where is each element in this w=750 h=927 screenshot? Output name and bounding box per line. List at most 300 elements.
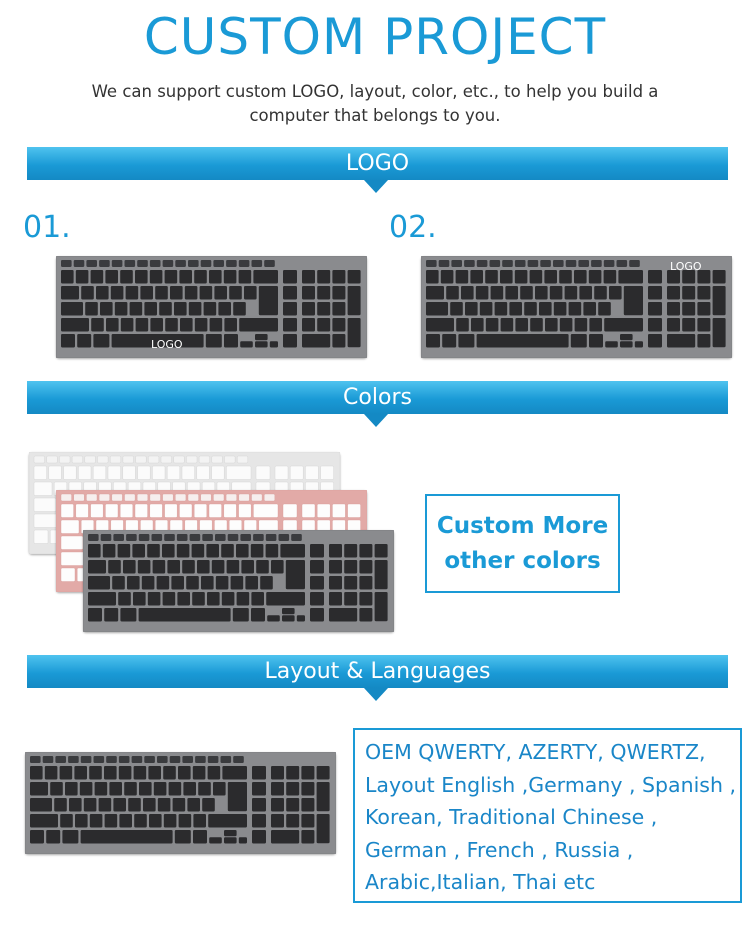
key: [310, 592, 324, 606]
key: [185, 286, 198, 300]
key: [163, 494, 174, 501]
key: [30, 782, 48, 796]
key: [241, 560, 254, 574]
key: [270, 341, 278, 347]
keyboard-layout: [25, 752, 336, 854]
key: [91, 504, 104, 518]
key: [165, 318, 178, 332]
key: [124, 782, 137, 796]
key: [123, 456, 134, 463]
key: [224, 830, 237, 836]
key: [239, 260, 250, 267]
key: [530, 270, 543, 284]
key: [226, 494, 237, 501]
key: [442, 334, 456, 348]
key: [93, 334, 109, 348]
key: [85, 456, 96, 463]
key: [252, 798, 266, 812]
key: [604, 318, 643, 332]
key: [495, 302, 508, 316]
key: [104, 766, 117, 780]
key: [133, 592, 146, 606]
key: [255, 334, 268, 340]
key: [317, 504, 330, 518]
key: [301, 830, 314, 844]
key: [520, 286, 533, 300]
key: [47, 456, 58, 463]
key: [123, 466, 136, 480]
key: [620, 341, 633, 347]
key: [470, 270, 483, 284]
key: [206, 544, 219, 558]
key: [88, 544, 101, 558]
key: [30, 814, 58, 828]
key: [61, 520, 79, 534]
key: [348, 318, 361, 347]
key: [224, 318, 237, 332]
option-number-1: 01.: [23, 210, 71, 245]
key: [271, 560, 284, 574]
key: [239, 494, 250, 501]
key: [515, 270, 528, 284]
section-bar-layout: [27, 655, 728, 688]
key: [682, 286, 695, 300]
key: [125, 260, 136, 267]
key: [136, 318, 149, 332]
key: [509, 302, 522, 316]
key: [212, 466, 225, 480]
key: [451, 260, 462, 267]
key: [501, 318, 514, 332]
key: [446, 286, 459, 300]
key: [375, 560, 388, 589]
key: [137, 260, 148, 267]
key: [456, 318, 469, 332]
key: [286, 766, 299, 780]
key: [68, 756, 79, 763]
key: [502, 260, 513, 267]
key: [88, 608, 102, 622]
key: [61, 260, 72, 267]
key: [118, 592, 131, 606]
option-number-2: 02.: [389, 210, 437, 245]
key: [332, 286, 345, 300]
section-title-colors: Colors: [343, 385, 412, 410]
key: [34, 530, 48, 544]
key: [252, 494, 263, 501]
key: [310, 576, 324, 590]
section-title-layout: Layout & Languages: [264, 659, 491, 684]
key: [486, 318, 499, 332]
key: [332, 302, 345, 316]
key: [490, 260, 501, 267]
key: [86, 494, 97, 501]
key: [286, 560, 305, 589]
key: [88, 560, 106, 574]
key: [99, 260, 110, 267]
key: [65, 782, 78, 796]
key: [283, 334, 297, 348]
key: [266, 592, 305, 606]
key: [91, 318, 104, 332]
key: [61, 286, 79, 300]
key: [271, 782, 284, 796]
key: [105, 814, 118, 828]
key: [528, 260, 539, 267]
key: [635, 341, 643, 347]
key: [359, 560, 372, 574]
key: [144, 302, 157, 316]
key: [148, 456, 159, 463]
key: [667, 318, 680, 332]
key: [169, 782, 182, 796]
key: [209, 504, 222, 518]
key: [226, 260, 237, 267]
key: [583, 302, 596, 316]
key: [271, 830, 299, 844]
key: [61, 270, 74, 284]
key: [101, 534, 112, 541]
key: [209, 270, 222, 284]
key: [604, 260, 615, 267]
key: [252, 766, 266, 780]
key: [163, 260, 174, 267]
key: [134, 814, 147, 828]
key: [60, 766, 73, 780]
key: [218, 302, 231, 316]
key: [605, 341, 618, 347]
key: [115, 302, 128, 316]
key: [539, 302, 552, 316]
key: [221, 544, 234, 558]
key: [282, 615, 295, 621]
key: [266, 544, 279, 558]
key: [260, 576, 273, 590]
key: [120, 608, 136, 622]
key: [321, 466, 334, 480]
key: [139, 782, 152, 796]
key: [280, 544, 305, 558]
key: [515, 318, 528, 332]
key: [426, 286, 444, 300]
key: [202, 798, 215, 812]
key: [245, 576, 258, 590]
key: [283, 270, 297, 284]
key: [310, 544, 324, 558]
key: [157, 756, 168, 763]
key: [128, 798, 141, 812]
key: [81, 756, 92, 763]
key: [256, 466, 270, 480]
key: [317, 782, 330, 811]
key: [170, 756, 181, 763]
key: [256, 560, 269, 574]
key: [213, 494, 224, 501]
key: [135, 504, 148, 518]
key: [119, 766, 132, 780]
key: [99, 494, 110, 501]
key: [713, 318, 726, 347]
key: [119, 814, 132, 828]
languages-box: [353, 728, 742, 903]
key: [167, 560, 180, 574]
key: [579, 286, 592, 300]
key: [624, 286, 643, 315]
key: [317, 766, 330, 780]
key: [195, 756, 206, 763]
key: [193, 766, 206, 780]
key: [286, 798, 299, 812]
key: [713, 286, 726, 315]
section-bar-logo: [27, 147, 728, 180]
key: [224, 270, 237, 284]
key: [222, 592, 235, 606]
key: [648, 318, 662, 332]
key: [302, 286, 315, 300]
key: [302, 334, 330, 348]
key: [589, 318, 602, 332]
key: [229, 286, 242, 300]
key: [697, 302, 710, 316]
key: [61, 568, 75, 582]
section-arrow: [364, 414, 388, 427]
key: [165, 504, 178, 518]
key: [139, 534, 150, 541]
key: [198, 782, 211, 796]
key: [426, 260, 437, 267]
key: [64, 466, 77, 480]
key: [143, 798, 156, 812]
key: [359, 592, 372, 606]
key: [49, 466, 62, 480]
key: [174, 456, 185, 463]
key: [310, 608, 324, 622]
key: [194, 270, 207, 284]
key: [554, 302, 567, 316]
key: [329, 560, 342, 574]
key: [550, 286, 563, 300]
key: [175, 494, 186, 501]
key: [648, 270, 662, 284]
key: [54, 798, 67, 812]
key: [103, 544, 116, 558]
key: [171, 576, 184, 590]
key: [213, 782, 226, 796]
key: [72, 456, 83, 463]
key: [255, 341, 268, 347]
key: [282, 608, 295, 614]
key: [344, 576, 357, 590]
key: [88, 592, 116, 606]
key: [571, 334, 587, 348]
key: [34, 456, 45, 463]
key: [75, 814, 88, 828]
key: [132, 756, 143, 763]
key: [192, 544, 205, 558]
key: [164, 814, 177, 828]
key: [310, 560, 324, 574]
key: [237, 592, 250, 606]
key: [46, 830, 60, 844]
key: [30, 798, 52, 812]
key: [86, 260, 97, 267]
key: [216, 576, 229, 590]
key: [61, 504, 74, 518]
key: [208, 756, 219, 763]
key: [239, 504, 252, 518]
key: [375, 544, 388, 558]
key: [233, 756, 244, 763]
key: [240, 341, 253, 347]
key: [132, 544, 145, 558]
key: [618, 270, 643, 284]
key: [480, 302, 493, 316]
key: [317, 302, 330, 316]
key: [267, 615, 280, 621]
key: [697, 334, 710, 348]
key: [100, 302, 113, 316]
key: [317, 814, 330, 843]
key: [162, 544, 175, 558]
key: [667, 334, 695, 348]
key: [500, 270, 513, 284]
key: [202, 534, 213, 541]
key: [182, 756, 193, 763]
key: [228, 782, 247, 811]
key: [252, 782, 266, 796]
key: [164, 534, 175, 541]
key: [648, 286, 662, 300]
key: [142, 576, 155, 590]
key: [148, 766, 161, 780]
key: [179, 270, 192, 284]
key: [359, 544, 372, 558]
key: [359, 608, 372, 622]
key: [80, 782, 93, 796]
key: [648, 302, 662, 316]
key: [237, 456, 248, 463]
key: [60, 814, 73, 828]
key: [426, 318, 454, 332]
logo-text-2: LOGO: [670, 260, 702, 273]
key: [111, 286, 124, 300]
key: [99, 798, 112, 812]
key: [193, 814, 206, 828]
key: [78, 466, 91, 480]
key: [106, 318, 119, 332]
key: [275, 466, 288, 480]
key: [359, 576, 372, 590]
key: [152, 534, 163, 541]
key: [283, 286, 297, 300]
key: [244, 286, 257, 300]
key: [199, 456, 210, 463]
key: [283, 302, 297, 316]
key: [136, 456, 147, 463]
key: [535, 286, 548, 300]
key: [120, 504, 133, 518]
key: [61, 302, 83, 316]
key: [426, 302, 448, 316]
key: [200, 286, 213, 300]
key: [137, 494, 148, 501]
key: [81, 286, 94, 300]
key: [266, 534, 277, 541]
key: [195, 318, 208, 332]
key: [182, 560, 195, 574]
key: [61, 536, 83, 550]
key: [252, 830, 266, 844]
key: [329, 576, 342, 590]
key: [215, 534, 226, 541]
key: [574, 270, 587, 284]
key: [34, 482, 52, 496]
key: [150, 260, 161, 267]
key: [98, 456, 109, 463]
key: [150, 494, 161, 501]
key: [233, 302, 246, 316]
key: [161, 456, 172, 463]
key: [95, 782, 108, 796]
key: [491, 286, 504, 300]
custom-colors-box: [425, 494, 620, 593]
key: [61, 334, 75, 348]
key: [239, 318, 278, 332]
key: [30, 766, 43, 780]
key: [560, 318, 573, 332]
key: [150, 270, 163, 284]
key: [617, 260, 628, 267]
key: [170, 286, 183, 300]
key: [226, 466, 251, 480]
key: [259, 286, 278, 315]
key: [138, 466, 151, 480]
key: [441, 270, 454, 284]
key: [152, 466, 165, 480]
key: [204, 302, 217, 316]
key: [127, 576, 140, 590]
intro-text: We can support custom LOGO, layout, color, etc., to help you build a computer that belongs to you.: [91, 82, 659, 125]
key: [123, 560, 136, 574]
key: [251, 608, 265, 622]
key: [201, 494, 212, 501]
key: [106, 756, 117, 763]
key: [476, 286, 489, 300]
key: [94, 756, 105, 763]
key: [589, 270, 602, 284]
key: [594, 286, 607, 300]
languages-line: Arabic,Italian, Thai etc: [365, 870, 596, 894]
key: [158, 798, 171, 812]
section-bar-colors: [27, 381, 728, 414]
key: [91, 270, 104, 284]
section-title-logo: LOGO: [345, 151, 410, 176]
key: [545, 318, 558, 332]
key: [251, 544, 264, 558]
key: [450, 302, 463, 316]
key: [224, 334, 238, 348]
key: [301, 814, 314, 828]
keyboard-logo-option-1: [56, 256, 367, 358]
key: [62, 830, 78, 844]
key: [697, 286, 710, 300]
key: [147, 544, 160, 558]
key: [332, 318, 345, 332]
key: [154, 782, 167, 796]
key: [286, 814, 299, 828]
key: [81, 830, 173, 844]
key: [188, 494, 199, 501]
